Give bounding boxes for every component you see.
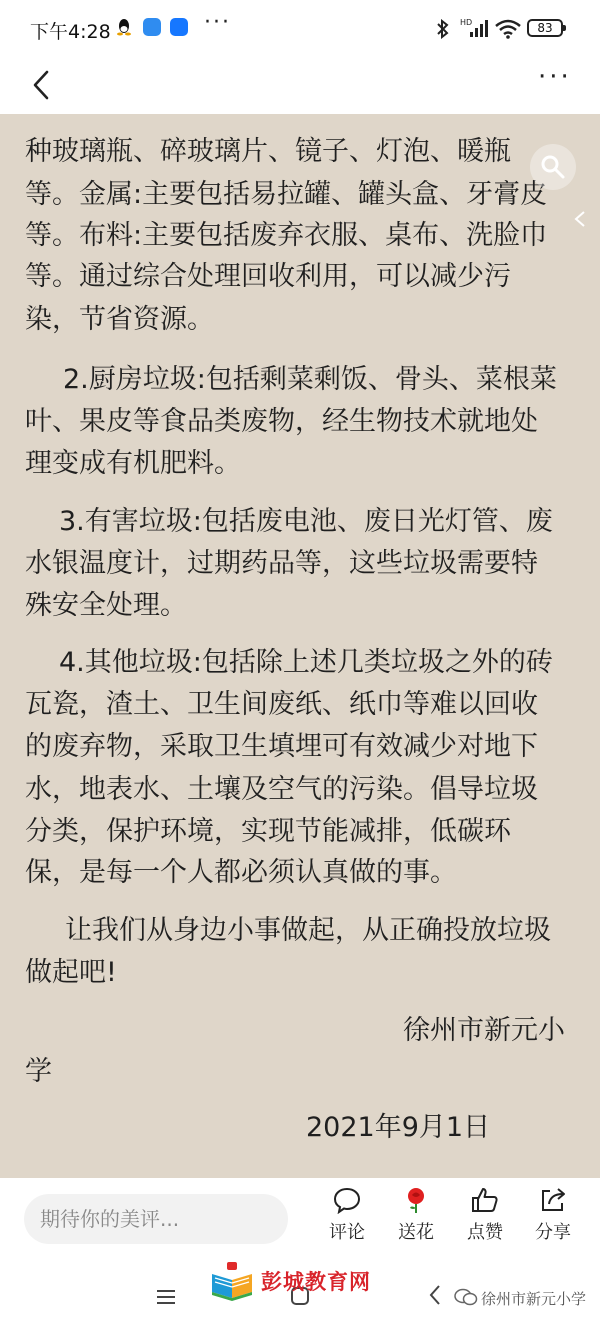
article-content: [0, 114, 600, 1178]
article-line: 保，是每一个人都必须认真做的事。: [25, 857, 457, 888]
article-signature: 徐州市新元小: [403, 1015, 565, 1046]
comment-bar: [0, 1178, 600, 1260]
article-line: 让我们从身边小事做起，从正确投放垃圾: [65, 915, 551, 946]
article-line: 等。金属:主要包括易拉罐、罐头盒、牙膏皮: [25, 179, 548, 210]
article-line: 2.厨房垃圾:包括剩菜剩饭、骨头、菜根菜: [63, 364, 557, 395]
wechat-icon: [454, 1288, 478, 1306]
article-line: 做起吧!: [25, 957, 117, 988]
recent-apps-icon[interactable]: [156, 1288, 176, 1306]
rose-icon: [402, 1186, 430, 1214]
article-line: 分类，保护环境，实现节能减排，低碳环: [25, 816, 511, 847]
nav-bar: [0, 58, 600, 114]
article-line: 种玻璃瓶、碎玻璃片、镜子、灯泡、暖瓶: [25, 136, 511, 167]
article-signature: 学: [25, 1056, 52, 1087]
education-logo-text: 彭城教育网: [261, 1270, 371, 1294]
article-line: 理变成有机肥料。: [25, 448, 241, 479]
comment-label: 评论: [329, 1222, 365, 1243]
more-notifications-icon: ···: [204, 10, 231, 35]
comment-icon: [333, 1186, 361, 1214]
status-bar: [0, 0, 600, 58]
qq-icon: [117, 18, 131, 36]
article-line: 3.有害垃圾:包括废电池、废日光灯管、废: [59, 506, 553, 537]
share-icon: [539, 1186, 567, 1214]
watermark-account: 徐州市新元小学: [481, 1290, 587, 1308]
link-button[interactable]: [530, 144, 576, 190]
article-line: 等。布料:主要包括废弃衣服、桌布、洗脸巾: [25, 220, 548, 251]
wifi-icon: [495, 19, 521, 39]
article-line: 水，地表水、土壤及空气的污染。倡导垃圾: [25, 774, 538, 805]
system-navigation-bar: [0, 1260, 600, 1333]
article-line: 等。通过综合处理回收利用，可以减少污: [25, 261, 511, 292]
link-icon: [530, 144, 576, 190]
like-button[interactable]: [455, 1186, 515, 1244]
flower-label: 送花: [398, 1222, 434, 1243]
education-logo-icon: [209, 1262, 255, 1302]
article-line: 瓦瓷，渣土、卫生间废纸、纸巾等难以回收: [25, 689, 538, 720]
article-date: 2021年9月1日: [306, 1112, 491, 1143]
expand-arrow-icon[interactable]: [572, 210, 588, 228]
more-options-button[interactable]: ···: [538, 62, 572, 92]
app-notification-icon-2: [170, 18, 188, 36]
article-line: 的废弃物，采取卫生填埋可有效减少对地下: [25, 731, 538, 762]
article-line: 殊安全处理。: [25, 590, 187, 621]
comment-input[interactable]: 期待你的美评...: [24, 1194, 288, 1244]
send-flower-button[interactable]: [386, 1186, 446, 1244]
thumbs-up-icon: [471, 1186, 499, 1214]
article-line: 水银温度计，过期药品等，这些垃圾需要特: [25, 548, 538, 579]
svg-text:HD: HD: [460, 18, 473, 27]
bluetooth-icon: [436, 19, 450, 39]
system-back-icon[interactable]: [428, 1284, 442, 1306]
article-line: 染，节省资源。: [25, 304, 214, 335]
share-button[interactable]: [523, 1186, 583, 1244]
signal-icon: [460, 17, 490, 39]
app-notification-icon: [143, 18, 161, 36]
like-label: 点赞: [467, 1222, 503, 1243]
article-line: 叶、果皮等食品类废物，经生物技术就地处: [25, 406, 538, 437]
back-button[interactable]: [26, 68, 60, 102]
battery-indicator: 83: [527, 19, 563, 37]
article-line: 4.其他垃圾:包括除上述几类垃圾之外的砖: [59, 647, 553, 678]
status-time: 下午4:28: [30, 21, 111, 43]
share-label: 分享: [535, 1222, 571, 1243]
comment-button[interactable]: [317, 1186, 377, 1244]
